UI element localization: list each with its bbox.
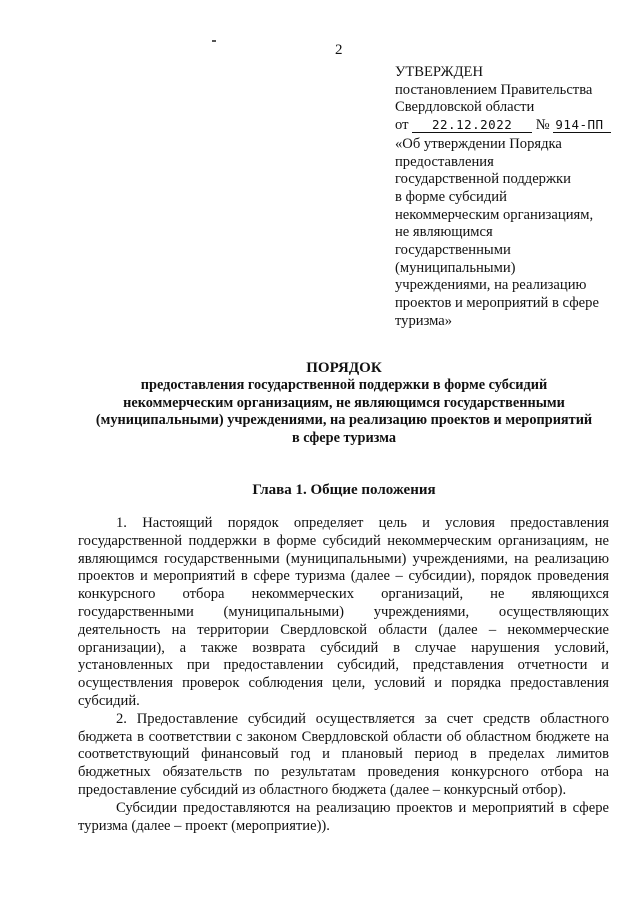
number-prefix: № bbox=[535, 117, 550, 134]
basis-line: не являющимся bbox=[395, 224, 493, 241]
basis-line: (муниципальными) bbox=[395, 259, 516, 276]
approval-line: Свердловской области bbox=[395, 99, 535, 116]
approval-stamp: УТВЕРЖДЕН bbox=[395, 64, 483, 80]
basis-line: некоммерческим организациям, bbox=[395, 206, 594, 223]
document-title: ПОРЯДОК bbox=[306, 360, 382, 376]
basis-line: государственными bbox=[395, 242, 511, 259]
paragraph-1: 1. Настоящий порядок определяет цель и условия предоставления государственной поддержки в форме субсидий некоммерческим организациям, не являющимся государственными (муниципальными) учреждениями, на реализацию проектов и мероприятий в сфере туризма (далее – субсидии), порядок проведения конкурсного отбора некоммерческих организаций, не являющихся государственными (муниципальными) учреждениями, осуществляющих деятельность на территории Свердловской области (далее – некоммерческие организации), а также возврата субсидий в случае нарушения условий, установленных при предоставлении субсидий, представления отчетности и осуществления проверок соблюдения цели, условий и порядка предоставления субсидий. bbox=[78, 515, 609, 709]
basis-line: предоставления bbox=[395, 153, 494, 170]
basis-line: «Об утверждении Порядка bbox=[395, 135, 562, 152]
approval-number: 914-ПП bbox=[553, 118, 611, 133]
document-subtitle bbox=[78, 377, 610, 447]
basis-line: государственной поддержки bbox=[395, 171, 571, 188]
subtitle-line: в сфере туризма bbox=[291, 429, 397, 446]
subtitle-line: некоммерческим организациям, не являющимся государственными bbox=[123, 394, 565, 411]
approval-block bbox=[395, 64, 627, 331]
approval-date: 22.12.2022 bbox=[412, 118, 532, 133]
date-prefix: от bbox=[395, 117, 409, 134]
page-number: 2 bbox=[335, 42, 343, 58]
approval-date-line bbox=[395, 117, 627, 135]
paragraph-2: 2. Предоставление субсидий осуществляется за счет средств областного бюджета в соответствии с законом Свердловской области об областном бюджете на соответствующий финансовый год и плановый период в пределах лимитов бюджетных обязательств по результатам проведения конкурсного отбора на предоставление субсидий из областного бюджета (далее – конкурсный отбор). bbox=[78, 710, 609, 798]
subtitle-line: (муниципальными) учреждениями, на реализацию проектов и мероприятий bbox=[95, 412, 593, 429]
chapter-heading: Глава 1. Общие положения bbox=[252, 482, 436, 498]
basis-line: учреждениями, на реализацию bbox=[395, 277, 587, 294]
approval-line: постановлением Правительства bbox=[395, 81, 593, 98]
document-body bbox=[78, 515, 609, 835]
basis-line: проектов и мероприятий в сфере bbox=[395, 295, 599, 312]
subtitle-line: предоставления государственной поддержки в форме субсидий bbox=[140, 377, 548, 393]
scan-speck bbox=[212, 40, 216, 42]
basis-line: в форме субсидий bbox=[395, 188, 507, 205]
basis-line: туризма» bbox=[395, 312, 453, 329]
paragraph-3: Субсидии предоставляются на реализацию проектов и мероприятий в сфере туризма (далее – проект (мероприятие)). bbox=[78, 799, 609, 834]
approval-basis bbox=[395, 136, 627, 331]
